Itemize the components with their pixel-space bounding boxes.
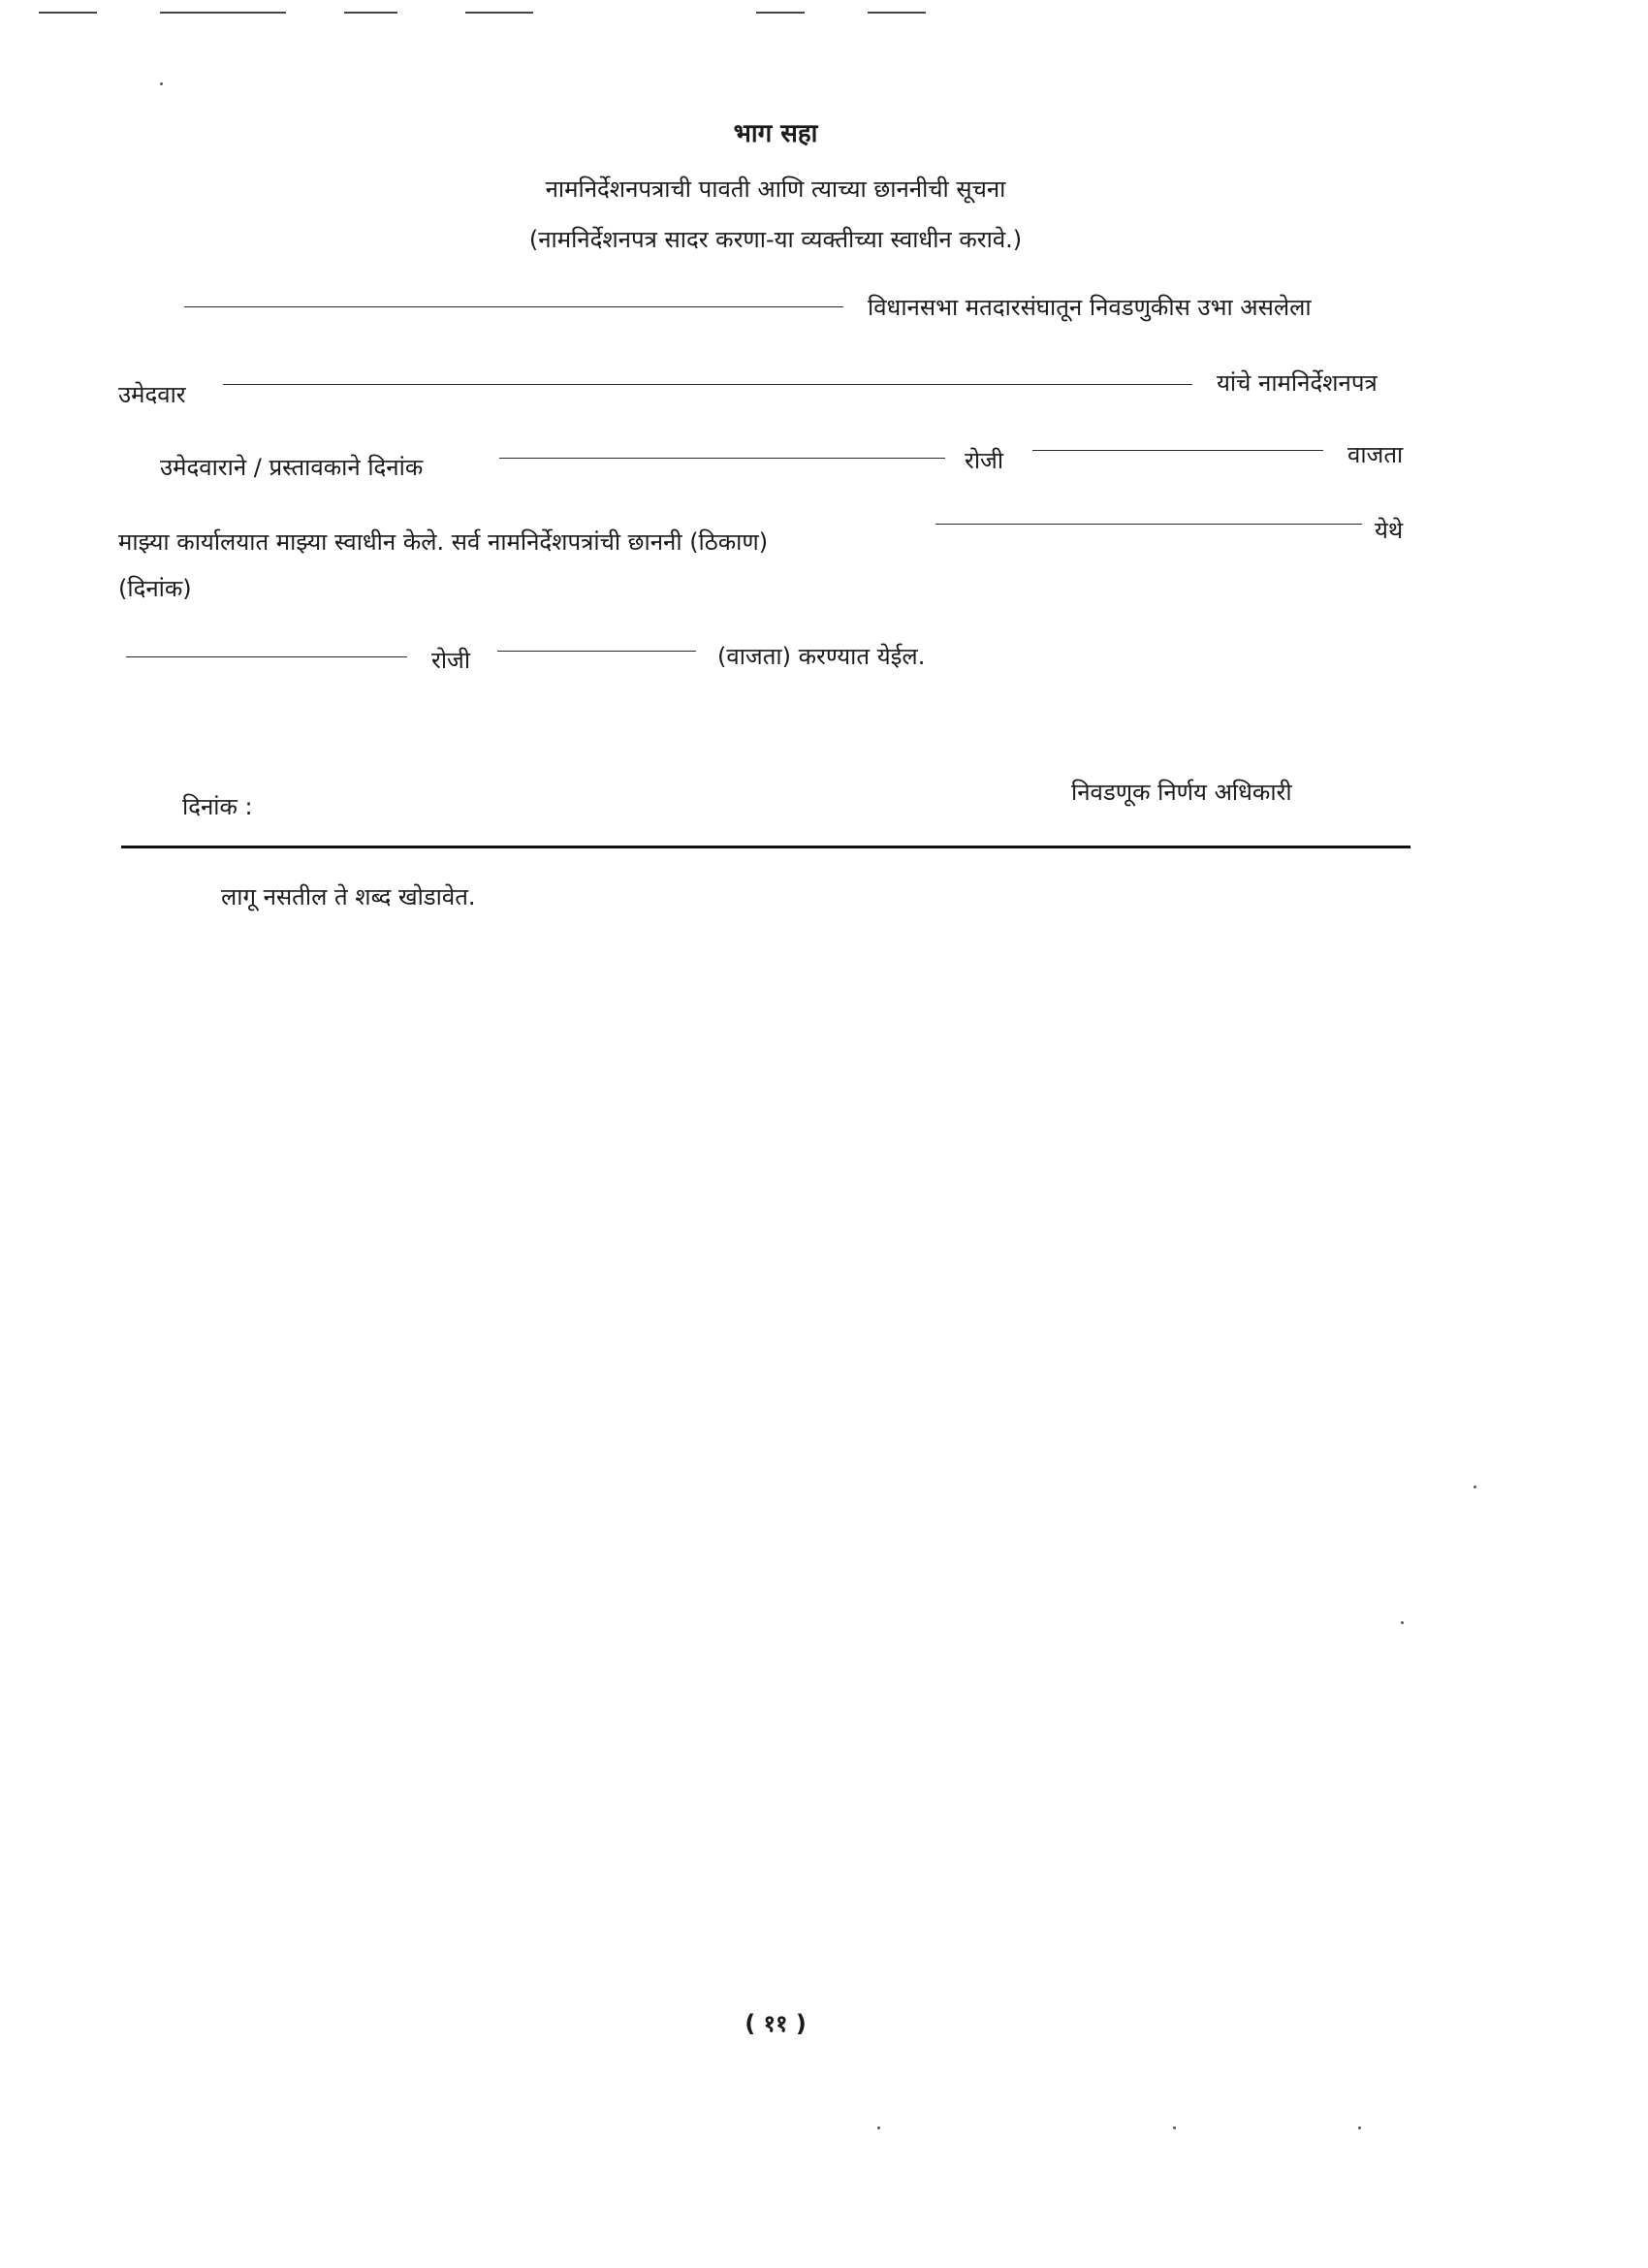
here-label: येथे <box>1375 517 1404 544</box>
proposer-date-label: उमेदवाराने / प्रस्तावकाने दिनांक <box>160 454 424 481</box>
scan-artifact <box>39 12 97 14</box>
footnote: लागू नसतील ते शब्द खोडावेत. <box>221 883 476 910</box>
scan-speck <box>1401 1621 1404 1624</box>
blank-submission-date[interactable] <box>499 458 945 459</box>
blank-submission-time[interactable] <box>1032 450 1323 451</box>
blank-constituency[interactable] <box>184 306 843 307</box>
blank-scrutiny-date[interactable] <box>126 656 407 657</box>
separator-line <box>121 846 1410 848</box>
date-label: दिनांक : <box>182 793 253 820</box>
candidate-label: उमेदवार <box>118 381 186 408</box>
on-day-label: रोजी <box>965 447 1004 474</box>
hours-label: वाजता <box>1347 441 1404 468</box>
scan-artifact <box>465 12 533 14</box>
constituency-text: विधानसभा मतदारसंघातून निवडणुकीस उभा असलेला <box>868 294 1312 321</box>
nomination-text: यांचे नामनिर्देशनपत्र <box>1217 369 1378 397</box>
part-title: भाग सहा <box>733 119 818 148</box>
scan-speck <box>877 2126 880 2129</box>
scrutiny-time-text: (वाजता) करण्यात येईल. <box>717 643 926 670</box>
scrutiny-on-day-label: रोजी <box>431 647 471 674</box>
scan-speck <box>1173 2126 1176 2129</box>
blank-scrutiny-place[interactable] <box>935 524 1362 525</box>
document-instruction: (नामनिर्देशनपत्र सादर करणा-या व्यक्तीच्या स्वाधीन करावे.) <box>528 226 1023 253</box>
scan-artifact <box>756 12 805 14</box>
scan-speck <box>160 82 163 85</box>
blank-scrutiny-time[interactable] <box>497 651 696 652</box>
page-number: ( ११ ) <box>745 2010 807 2037</box>
scrutiny-text: माझ्या कार्यालयात माझ्या स्वाधीन केले. सर्व नामनिर्देशपत्रांची छाननी (ठिकाण) <box>118 528 769 556</box>
scan-artifact <box>868 12 926 14</box>
scan-artifact <box>344 12 397 14</box>
document-subtitle: नामनिर्देशनपत्राची पावती आणि त्याच्या छाननीची सूचना <box>545 176 1006 203</box>
scan-artifact <box>160 12 286 14</box>
scan-speck <box>1474 1485 1476 1488</box>
returning-officer-label: निवडणूक निर्णय अधिकारी <box>1071 779 1292 806</box>
blank-candidate-name[interactable] <box>223 384 1192 385</box>
scrutiny-date-label: (दिनांक) <box>118 575 192 602</box>
scan-speck <box>1358 2126 1361 2129</box>
